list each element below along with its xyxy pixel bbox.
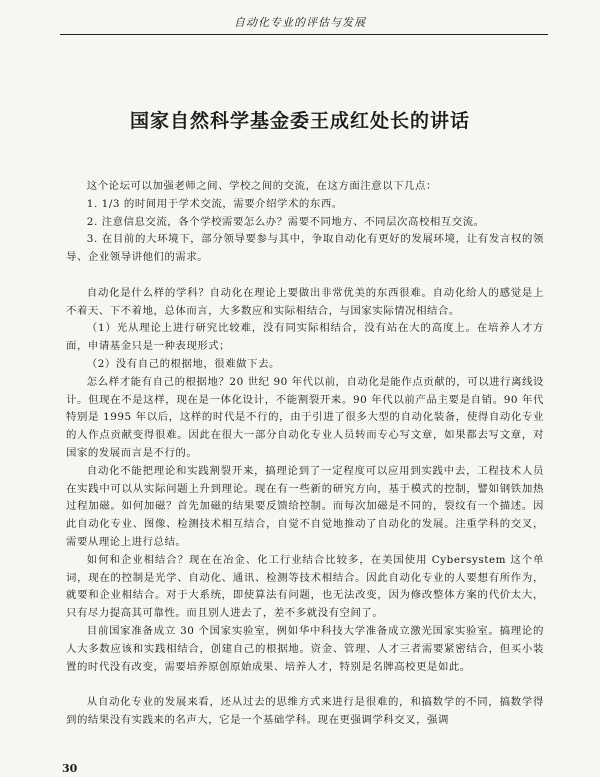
paragraph-theory-practice: 自动化不能把理论和实践割裂开来，搞理论到了一定程度可以应用到实践中去，工程技术人员在实践中可以从实际问题上升到理论。现在有一些新的研究方向，基于模式的控制，譬如钢铁加热过程加磁。如何加磁？首先加磁的结果要反馈给控制。而每次加磁是不同的，裂纹有一个描述。因此自动化专业、图像、检测技术相互结合，自觉不自觉地推动了自动化的发展。注重学科的交叉，需要从理论上进行总结。 (66, 464, 544, 548)
paragraph-discipline: 自动化是什么样的学科？自动化在理论上要做出非常优美的东西很难。自动化给人的感觉是上不着天、下不着地，总体而言，大多数应和实际相结合，与国家实际情况相结合。 (66, 286, 544, 317)
paragraph-development: 从自动化专业的发展来看，还从过去的思维方式来进行是很难的，和搞数学的不同，搞数学得到的结果没有实践来的名声大，它是一个基础学科。现在更强调学科交叉，强调 (66, 696, 544, 726)
list-item-1: 1. 1/3 的时间用于学术交流，需要介绍学术的东西。 (86, 197, 343, 210)
page-title: 国家自然科学基金委王成红处长的讲话 (129, 110, 470, 132)
paragraph-national-labs: 目前国家准备成立 30 个国家实验室，例如华中科技大学准备成立激光国家实验室。搞理论的人大多数应该和实践相结合，创建自己的根据地。资金、管理、人才三者需要紧密结合，但买小装置的时代没有改变，需要培养原创原始成果、培养人才，特别是名牌高校更是如此。 (66, 624, 544, 673)
list-item-2: 2. 注意信息交流，各个学校需要怎么办？需要不同地方、不同层次高校相互交流。 (86, 215, 485, 228)
paragraph-enterprise: 如何和企业相结合？现在在冶金、化工行业结合比较多，在美国使用 Cybersystem 这个单词，现在的控制是光学、自动化、通讯、检测等技术相结合。因此自动化专业的人要想有所作为，就要和企业相结合。对于大系统，即使算法有问题，也无法改变，因为修改整体方案的代价太大，只有尽力提高其可靠性。而且别人进去了，差不多就没有空间了。 (66, 553, 544, 620)
paragraph-point-2: （2）没有自己的根据地，很难做下去。 (86, 357, 280, 370)
page-number: 30 (62, 762, 78, 775)
header-rule (60, 34, 548, 35)
paragraph-base: 怎么样才能有自己的根据地？20 世纪 90 年代以前，自动化是能作点贡献的，可以进行离线设计。但现在不是这样，现在是一体化设计，不能割裂开来。90 年代以前产品主要是自销。90 年代特别是 1995 年以后，这样的时代是不行的，由于引进了很多大型的自动化装备，使得自动化专业的人作点贡献变得很难。因此在很大一部分自动化专业人员转而专心写文章，如果都去写文章，对国家的发展而言是不行的。 (66, 375, 544, 459)
body-text (66, 178, 544, 730)
paragraph-intro: 这个论坛可以加强老师之间、学校之间的交流，在这方面注意以下几点： (86, 180, 437, 192)
paragraph-point-1: （1）光从理论上进行研究比较难，没有同实际相结合，没有站在大的高度上。在培养人才方面，申请基金只是一种表现形式； (66, 322, 544, 353)
running-header: 自动化专业的评估与发展 (234, 16, 366, 29)
list-item-3: 3. 在目前的大环境下，部分领导要参与其中，争取自动化有更好的发展环境，让有发言权的领导、企业领导讲他们的需求。 (66, 233, 544, 264)
